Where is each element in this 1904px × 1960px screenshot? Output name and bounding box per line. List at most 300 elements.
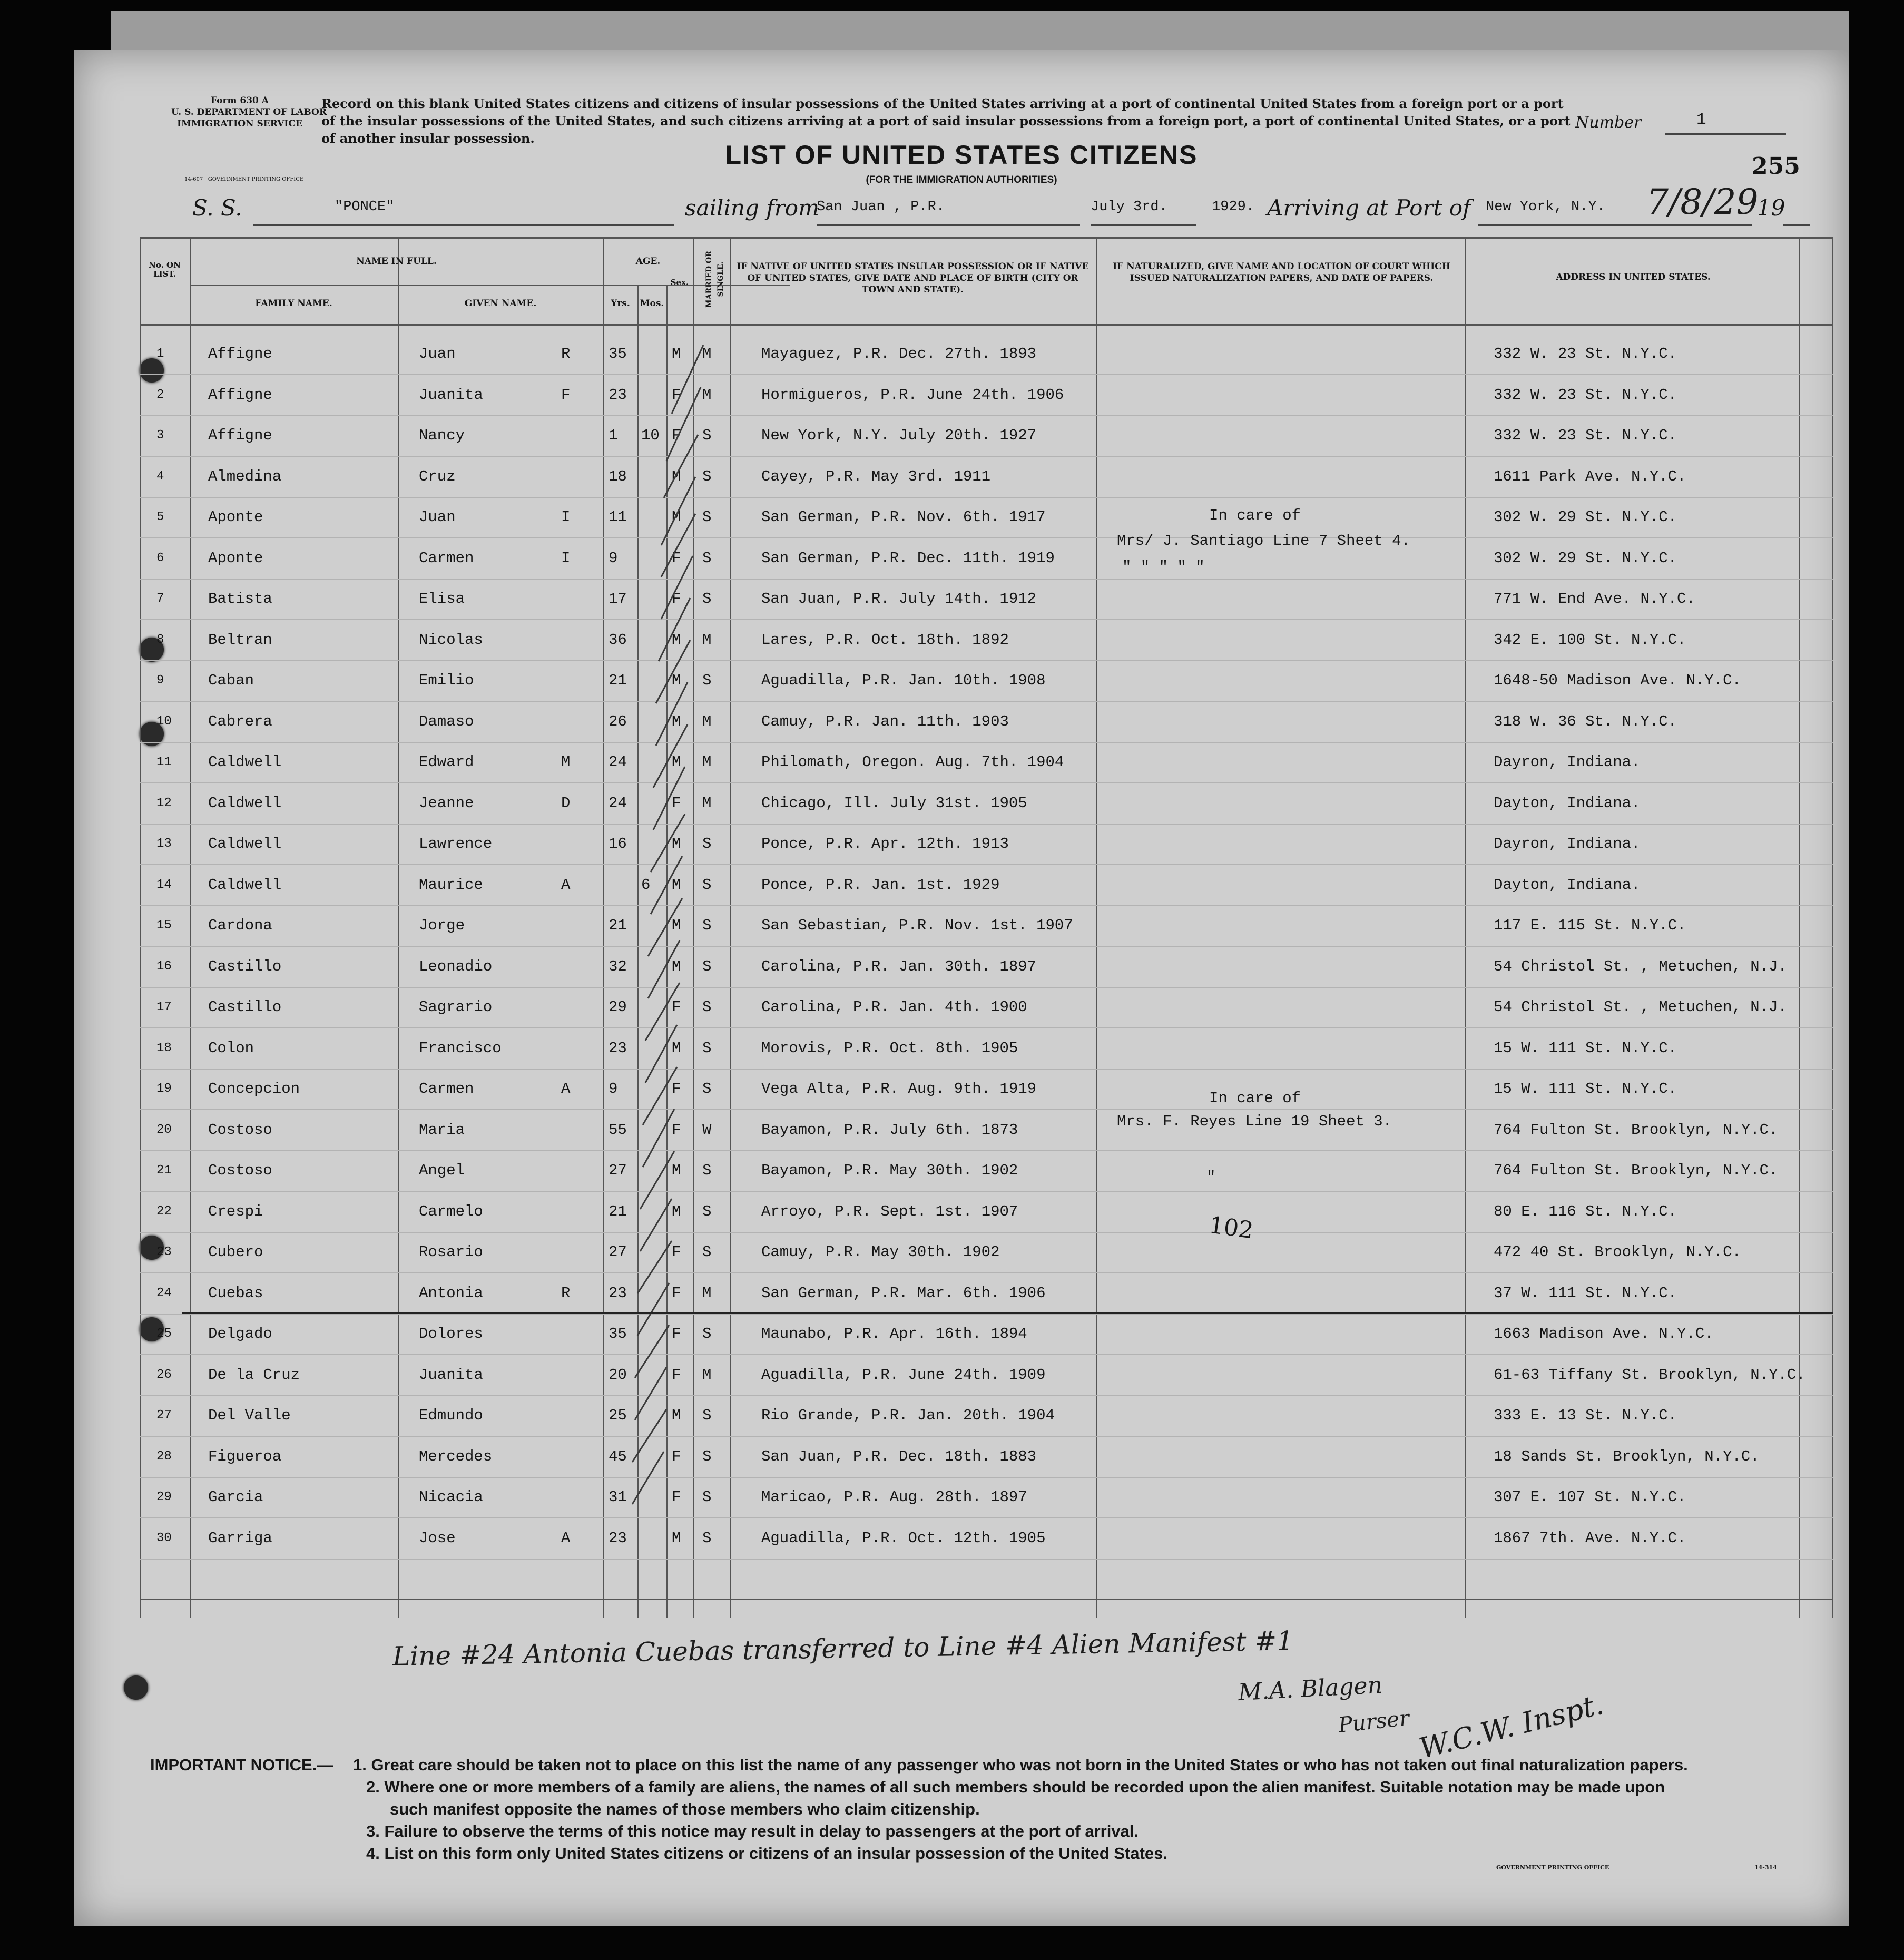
address: Dayton, Indiana. [1494,794,1641,812]
marital-status: S [702,1488,712,1506]
print-code: 14-607 [184,177,203,182]
address: 80 E. 116 St. N.Y.C. [1494,1202,1677,1220]
family-name: Castillo [208,957,282,975]
birth-place-date: Maunabo, P.R. Apr. 16th. 1894 [761,1325,1027,1342]
header-married-single: MARRIED OR SINGLE. [705,251,725,308]
birth-place-date: Hormigueros, P.R. June 24th. 1906 [761,386,1064,404]
header-birth: IF NATIVE OF UNITED STATES INSULAR POSSESSION OR IF NATIVE OF UNITED STATES, GIVE DATE AND PLACE OF BIRTH (CITY OR TOWN AND STATE). [737,261,1089,295]
marital-status: S [702,835,712,852]
address: 15 W. 111 St. N.Y.C. [1494,1039,1677,1057]
name-initial: A [561,1080,571,1097]
given-name: Angel [419,1162,465,1179]
birth-place-date: Philomath, Oregon. Aug. 7th. 1904 [761,753,1064,771]
birth-place-date: San Juan, P.R. Dec. 18th. 1883 [761,1447,1037,1465]
sex: F [672,1080,681,1097]
address: 302 W. 29 St. N.Y.C. [1494,508,1677,526]
marital-status: S [702,1080,712,1097]
notice-item-1: 1. Great care should be taken not to place on this list the name of any passenger who was not born in the United States or who has not taken out final naturalization papers. [353,1756,1688,1774]
family-name: Caldwell [208,835,282,852]
row-number: 17 [156,1000,172,1014]
given-name: Leonadio [419,957,493,975]
marital-status: M [702,1284,712,1302]
age-years: 55 [609,1121,627,1139]
age-years: 26 [609,712,627,730]
notice-label: IMPORTANT NOTICE.— [150,1756,333,1774]
name-initial: R [561,345,571,362]
age-years: 35 [609,345,627,362]
given-name: Nicacia [419,1488,483,1506]
family-name: Cubero [208,1243,263,1261]
punch-hole [124,1675,148,1700]
given-name: Juanita [419,1366,483,1384]
name-initial: A [561,876,571,894]
address: 1867 7th. Ave. N.Y.C. [1494,1529,1686,1547]
sex: F [672,794,681,812]
care-note-1-text: Mrs/ J. Santiago Line 7 Sheet 4. [1117,532,1410,550]
row-number: 24 [156,1286,172,1300]
given-name: Elisa [419,590,465,607]
sex: M [672,1407,681,1424]
given-name: Carmelo [419,1202,483,1220]
age-years: 24 [609,794,627,812]
header-address: ADDRESS IN UNITED STATES. [1556,272,1711,282]
address: 1611 Park Ave. N.Y.C. [1494,467,1686,485]
header-given-name: GIVEN NAME. [464,298,537,309]
marital-status: M [702,631,712,649]
sex: M [672,876,681,894]
stamp-mark: " [1206,1169,1216,1186]
name-initial: F [561,386,571,404]
marital-status: M [702,753,712,771]
row-number: 21 [156,1163,172,1178]
row-number: 2 [156,387,164,402]
given-name: Mercedes [419,1447,493,1465]
birth-place-date: Cayey, P.R. May 3rd. 1911 [761,467,991,485]
marital-status: S [702,1202,712,1220]
page-stamp: 255 [1752,153,1800,180]
age-years: 18 [609,467,627,485]
family-name: Affigne [208,427,272,444]
birth-place-date: New York, N.Y. July 20th. 1927 [761,427,1037,444]
age-years: 32 [609,957,627,975]
family-name: Castillo [208,998,282,1016]
birth-place-date: Chicago, Ill. July 31st. 1905 [761,794,1027,812]
address: 1648-50 Madison Ave. N.Y.C. [1494,672,1741,689]
age-years: 27 [609,1162,627,1179]
arrival-date-handwritten: 7/8/29 [1646,182,1759,222]
sex: M [672,672,681,689]
family-name: Caldwell [208,794,282,812]
signature-inspector: W.C.W. Inspt. [1416,1687,1607,1766]
family-name: Crespi [208,1202,263,1220]
given-name: Lawrence [419,835,493,852]
marital-status: S [702,957,712,975]
sex: F [672,427,681,444]
row-number: 9 [156,673,164,688]
marital-status: S [702,467,712,485]
family-name: De la Cruz [208,1366,300,1384]
sex: M [672,1529,681,1547]
printer-note: GOVERNMENT PRINTING OFFICE [208,177,304,182]
row-number: 7 [156,592,164,606]
family-name: Cardona [208,917,272,934]
birth-place-date: Aguadilla, P.R. Oct. 12th. 1905 [761,1529,1046,1547]
sex: F [672,1488,681,1506]
address: 332 W. 23 St. N.Y.C. [1494,345,1677,362]
address: Dayron, Indiana. [1494,753,1641,771]
sex: F [672,1284,681,1302]
number-value: 1 [1696,111,1706,129]
family-name: Beltran [208,631,272,649]
sex: F [672,1447,681,1465]
birth-place-date: Vega Alta, P.R. Aug. 9th. 1919 [761,1080,1037,1097]
sex: F [672,590,681,607]
notice-item-4: 4. List on this form only United States citizens or citizens of an insular possession of the United States. [366,1844,1167,1863]
family-name: Almedina [208,467,282,485]
ditto-marks: " " " " " [1122,558,1205,576]
given-name: Dolores [419,1325,483,1342]
birth-place-date: Camuy, P.R. Jan. 11th. 1903 [761,712,1009,730]
address: Dayton, Indiana. [1494,876,1641,894]
row-number: 6 [156,551,164,565]
signature-purser: M.A. Blagen [1237,1671,1383,1707]
row-number: 16 [156,959,172,974]
family-name: Affigne [208,386,272,404]
age-years: 23 [609,1529,627,1547]
sex: M [672,917,681,934]
given-name: Maurice [419,876,483,894]
birth-place-date: Aguadilla, P.R. June 24th. 1909 [761,1366,1046,1384]
sex: F [672,1243,681,1261]
stamp-number: 102 [1207,1211,1255,1244]
family-name: Delgado [208,1325,272,1342]
given-name: Juan [419,508,456,526]
year-label: 19 [1757,195,1785,221]
arriving-label: Arriving at Port of [1267,195,1471,221]
age-years: 31 [609,1488,627,1506]
header-age: AGE. [635,256,661,267]
family-name: Aponte [208,549,263,567]
row-number: 29 [156,1490,172,1504]
age-years: 24 [609,753,627,771]
address: 61-63 Tiffany St. Brooklyn, N.Y.C. [1494,1366,1805,1384]
row-number: 8 [156,632,164,647]
name-initial: A [561,1529,571,1547]
sex: M [672,467,681,485]
marital-status: S [702,1407,712,1424]
address: 15 W. 111 St. N.Y.C. [1494,1080,1677,1097]
document-title: LIST OF UNITED STATES CITIZENS [725,140,1198,170]
address: 342 E. 100 St. N.Y.C. [1494,631,1686,649]
marital-status: S [702,1529,712,1547]
marital-status: M [702,386,712,404]
marital-status: S [702,427,712,444]
given-name: Juanita [419,386,483,404]
row-number: 5 [156,510,164,524]
birth-place-date: Maricao, P.R. Aug. 28th. 1897 [761,1488,1027,1506]
sex: M [672,345,681,362]
passenger-table [140,237,1833,1672]
marital-status: S [702,1162,712,1179]
sex: M [672,753,681,771]
name-initial: R [561,1284,571,1302]
marital-status: S [702,917,712,934]
marital-status: M [702,1366,712,1384]
instruction-text: Record on this blank United States citizens and citizens of insular possessions of the United States arriving at a port of continental United States from a foreign port or a port of the insular possessions of the United States, and such citizens arriving at a port of said insular possessions from a foreign port, a port of continental United States, or a port of another insular possession. [321,96,1571,146]
sex: F [672,1366,681,1384]
family-name: Concepcion [208,1080,300,1097]
row-number: 13 [156,837,172,851]
address: 1663 Madison Ave. N.Y.C. [1494,1325,1714,1342]
address: 37 W. 111 St. N.Y.C. [1494,1284,1677,1302]
marital-status: M [702,794,712,812]
arrival-port: New York, N.Y. [1486,199,1605,215]
birth-place-date: Carolina, P.R. Jan. 4th. 1900 [761,998,1027,1016]
row-number: 27 [156,1408,172,1423]
sex: M [672,835,681,852]
family-name: Figueroa [208,1447,282,1465]
sex: M [672,712,681,730]
departure-date: July 3rd. [1091,199,1167,215]
name-initial: I [561,508,571,526]
birth-place-date: San Sebastian, P.R. Nov. 1st. 1907 [761,917,1073,934]
age-years: 23 [609,1284,627,1302]
sex: F [672,998,681,1016]
notice-item-2-cont: such manifest opposite the names of those members who claim citizenship. [390,1800,980,1818]
given-name: Cruz [419,467,456,485]
age-years: 20 [609,1366,627,1384]
age-years: 29 [609,998,627,1016]
marital-status: S [702,1447,712,1465]
row-number: 30 [156,1531,172,1545]
tally-strokes [603,324,730,1599]
birth-place-date: Rio Grande, P.R. Jan. 20th. 1904 [761,1407,1055,1424]
given-name: Jose [419,1529,456,1547]
care-note-2-label: In care of [1209,1090,1301,1107]
age-years: 1 [609,427,618,444]
row-number: 3 [156,428,164,443]
row-number: 28 [156,1449,172,1464]
given-name: Damaso [419,712,474,730]
handwritten-transfer-note: Line #24 Antonia Cuebas transferred to Line #4 Alien Manifest #1 [392,1625,1294,1672]
notice-item-2: 2. Where one or more members of a family are aliens, the names of all such members should be recorded upon the alien manifest. Suitable notation may be made upon [366,1778,1665,1796]
family-name: Affigne [208,345,272,362]
footer-code: 14-314 [1754,1864,1777,1871]
given-name: Francisco [419,1039,502,1057]
row-number: 26 [156,1367,172,1382]
birth-place-date: Lares, P.R. Oct. 18th. 1892 [761,631,1009,649]
birth-place-date: San German, P.R. Mar. 6th. 1906 [761,1284,1046,1302]
given-name: Juan [419,345,456,362]
age-months: 10 [641,427,660,444]
age-years: 36 [609,631,627,649]
row-number: 25 [156,1327,172,1341]
header-sex: Sex. [670,278,689,287]
family-name: Caldwell [208,753,282,771]
header-months: Mos. [640,298,664,309]
header-years: Yrs. [611,298,630,309]
given-name: Sagrario [419,998,493,1016]
marital-status: M [702,712,712,730]
birth-place-date: Arroyo, P.R. Sept. 1st. 1907 [761,1202,1018,1220]
address: 302 W. 29 St. N.Y.C. [1494,549,1677,567]
family-name: Aponte [208,508,263,526]
sex: M [672,957,681,975]
given-name: Edward [419,753,474,771]
family-name: Garriga [208,1529,272,1547]
marital-status: W [702,1121,712,1139]
birth-place-date: Aguadilla, P.R. Jan. 10th. 1908 [761,672,1046,689]
given-name: Maria [419,1121,465,1139]
row-number: 23 [156,1245,172,1259]
row-number: 20 [156,1122,172,1137]
number-label: Number [1575,113,1642,132]
given-name: Carmen [419,549,474,567]
row-number: 14 [156,877,172,892]
sex: M [672,1202,681,1220]
birth-place-date: San German, P.R. Nov. 6th. 1917 [761,508,1046,526]
row-number: 4 [156,469,164,484]
family-name: Batista [208,590,272,607]
marital-status: S [702,508,712,526]
address: 332 W. 23 St. N.Y.C. [1494,386,1677,404]
address: 18 Sands St. Brooklyn, N.Y.C. [1494,1447,1760,1465]
marital-status: S [702,590,712,607]
row-number: 12 [156,796,172,810]
address: 472 40 St. Brooklyn, N.Y.C. [1494,1243,1741,1261]
age-years: 9 [609,549,618,567]
sailing-label: sailing from [685,195,819,221]
row-number: 15 [156,918,172,933]
ss-label: S. S. [192,195,242,221]
marital-status: S [702,549,712,567]
birth-place-date: Camuy, P.R. May 30th. 1902 [761,1243,1000,1261]
service: IMMIGRATION SERVICE [177,119,302,129]
family-name: Costoso [208,1121,272,1139]
address: 54 Christol St. , Metuchen, N.J. [1494,998,1787,1016]
sex: M [672,508,681,526]
family-name: Garcia [208,1488,263,1506]
given-name: Edmundo [419,1407,483,1424]
address: 771 W. End Ave. N.Y.C. [1494,590,1695,607]
age-months: 6 [641,876,651,894]
age-years: 21 [609,917,627,934]
address: 117 E. 115 St. N.Y.C. [1494,917,1686,934]
marital-status: M [702,345,712,362]
given-name: Rosario [419,1243,483,1261]
age-years: 25 [609,1407,627,1424]
sex: F [672,386,681,404]
birth-place-date: Mayaguez, P.R. Dec. 27th. 1893 [761,345,1037,362]
care-note-1-label: In care of [1209,507,1301,524]
age-years: 35 [609,1325,627,1342]
header-no-on-list: No. ON LIST. [149,260,181,279]
age-years: 16 [609,835,627,852]
birth-place-date: Bayamon, P.R. May 30th. 1902 [761,1162,1018,1179]
birth-place-date: Morovis, P.R. Oct. 8th. 1905 [761,1039,1018,1057]
family-name: Caldwell [208,876,282,894]
age-years: 11 [609,508,627,526]
name-initial: M [561,753,571,771]
ship-name: "PONCE" [335,199,395,215]
sex: M [672,631,681,649]
notice-item-3: 3. Failure to observe the terms of this notice may result in delay to passengers at the port of arrival. [366,1822,1139,1840]
family-name: Caban [208,672,254,689]
birth-place-date: Bayamon, P.R. July 6th. 1873 [761,1121,1018,1139]
sex: M [672,1162,681,1179]
age-years: 9 [609,1080,618,1097]
care-note-2-text: Mrs. F. Reyes Line 19 Sheet 3. [1117,1113,1392,1130]
birth-place-date: Ponce, P.R. Jan. 1st. 1929 [761,876,1000,894]
marital-status: S [702,1325,712,1342]
row-number: 22 [156,1204,172,1219]
given-name: Carmen [419,1080,474,1097]
document-subtitle: (FOR THE IMMIGRATION AUTHORITIES) [866,174,1057,185]
form-id-block [171,95,327,130]
row-24-strikethrough [182,1312,1833,1314]
marital-status: S [702,1243,712,1261]
family-name: Cuebas [208,1284,263,1302]
marital-status: S [702,998,712,1016]
age-years: 45 [609,1447,627,1465]
marital-status: S [702,672,712,689]
address: 318 W. 36 St. N.Y.C. [1494,712,1677,730]
departure-port: San Juan , P.R. [817,199,945,215]
given-name: Emilio [419,672,474,689]
header-family-name: FAMILY NAME. [255,298,332,309]
name-initial: D [561,794,571,812]
row-number: 1 [156,347,164,361]
marital-status: S [702,1039,712,1057]
given-name: Nancy [419,427,465,444]
family-name: Costoso [208,1162,272,1179]
address: Dayron, Indiana. [1494,835,1641,852]
age-years: 23 [609,1039,627,1057]
footer-printer: GOVERNMENT PRINTING OFFICE [1496,1864,1609,1871]
marital-status: S [702,876,712,894]
department: U. S. DEPARTMENT OF LABOR [171,107,327,117]
family-name: Colon [208,1039,254,1057]
row-number: 11 [156,755,172,769]
birth-place-date: Ponce, P.R. Apr. 12th. 1913 [761,835,1009,852]
family-name: Cabrera [208,712,272,730]
given-name: Jeanne [419,794,474,812]
birth-place-date: Carolina, P.R. Jan. 30th. 1897 [761,957,1037,975]
age-years: 17 [609,590,627,607]
address: 332 W. 23 St. N.Y.C. [1494,427,1677,444]
given-name: Jorge [419,917,465,934]
sex: M [672,1039,681,1057]
address: 764 Fulton St. Brooklyn, N.Y.C. [1494,1162,1778,1179]
birth-place-date: San Juan, P.R. July 14th. 1912 [761,590,1037,607]
address: 307 E. 107 St. N.Y.C. [1494,1488,1686,1506]
form-number: Form 630 A [211,95,269,106]
departure-year: 1929. [1212,199,1255,215]
given-name: Nicolas [419,631,483,649]
age-years: 27 [609,1243,627,1261]
address: 54 Christol St. , Metuchen, N.J. [1494,957,1787,975]
address: 764 Fulton St. Brooklyn, N.Y.C. [1494,1121,1778,1139]
signature-title: Purser [1337,1706,1411,1738]
family-name: Del Valle [208,1407,291,1424]
row-number: 19 [156,1082,172,1096]
header-name-in-full: NAME IN FULL. [356,256,437,267]
sex: F [672,1325,681,1342]
age-years: 21 [609,1202,627,1220]
age-years: 23 [609,386,627,404]
given-name: Antonia [419,1284,483,1302]
sex: F [672,1121,681,1139]
